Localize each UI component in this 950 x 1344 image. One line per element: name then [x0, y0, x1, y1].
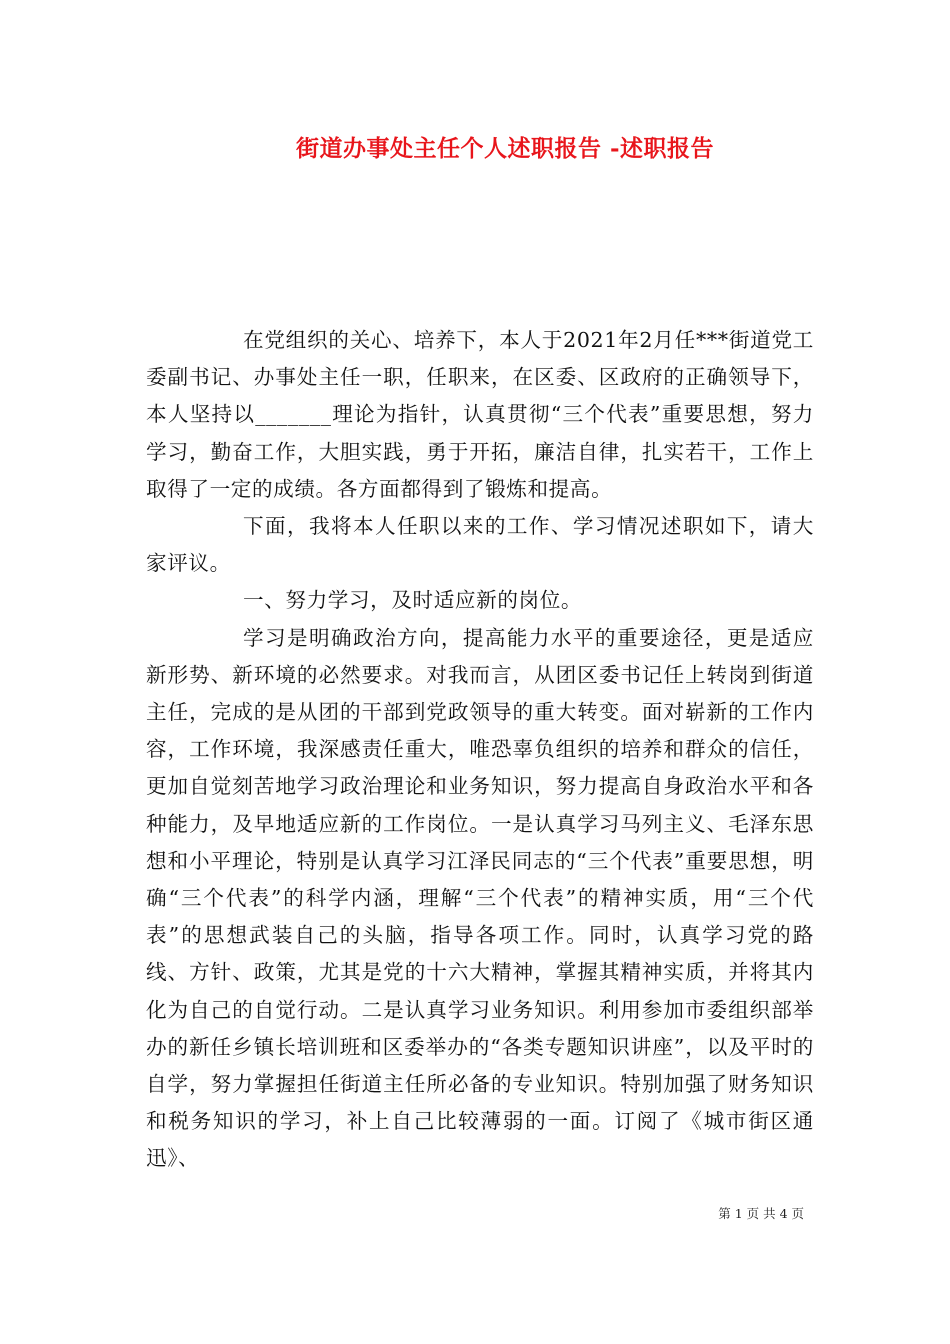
document-title: 街道办事处主任个人述职报告 -述职报告	[296, 135, 715, 162]
page-number: 第 1 页 共 4 页	[718, 1206, 804, 1221]
section-heading-1: 一、努力学习，及时适应新的岗位。	[243, 588, 583, 613]
paragraph-study: 学习是明确政治方向，提高能力水平的重要途径，更是适应新形势、新环境的必然要求。对我而言，从团区委书记任上转岗到街道主任，完成的是从团的干部到党政领导的重大转变。面对崭新的工作内容，工作环境，我深感责任重大，唯恐辜负组织的培养和群众的信任，更加自觉刻苦地学习政治理论和业务知识，努力提高自身政治水平和各种能力，及早地适应新的工作岗位。一是认真学习马列主义、毛泽东思想和小平理论，特别是认真学习江泽民同志的“三个代表”重要思想，明确“三个代表”的科学内涵，理解“三个代表”的精神实质，用“三个代表”的思想武装自己的头脑，指导各项工作。同时，认真学习党的路线、方针、政策，尤其是党的十六大精神，掌握其精神实质，并将其内化为自己的自觉行动。二是认真学习业务知识。利用参加市委组织部举办的新任乡镇长培训班和区委举办的“各类专题知识讲座”，以及平时的自学，努力掌握担任街道主任所必备的专业知识。特别加强了财务知识和税务知识的学习，补上自己比较薄弱的一面。订阅了《城市街区通迅》、	[146, 625, 814, 1171]
document-body	[146, 322, 814, 1178]
paragraph-intro: 在党组织的关心、培养下，本人于2021年2月任***街道党工委副书记、办事处主任一职，任职来，在区委、区政府的正确领导下，本人坚持以_______理论为指针，认真贯彻“三个代表”重要思想，努力学习，勤奋工作，大胆实践，勇于开拓，廉洁自律，扎实若干，工作上取得了一定的成绩。各方面都得到了锻炼和提高。	[146, 328, 814, 501]
paragraph-report-intro: 下面，我将本人任职以来的工作、学习情况述职如下，请大家评议。	[146, 514, 814, 576]
